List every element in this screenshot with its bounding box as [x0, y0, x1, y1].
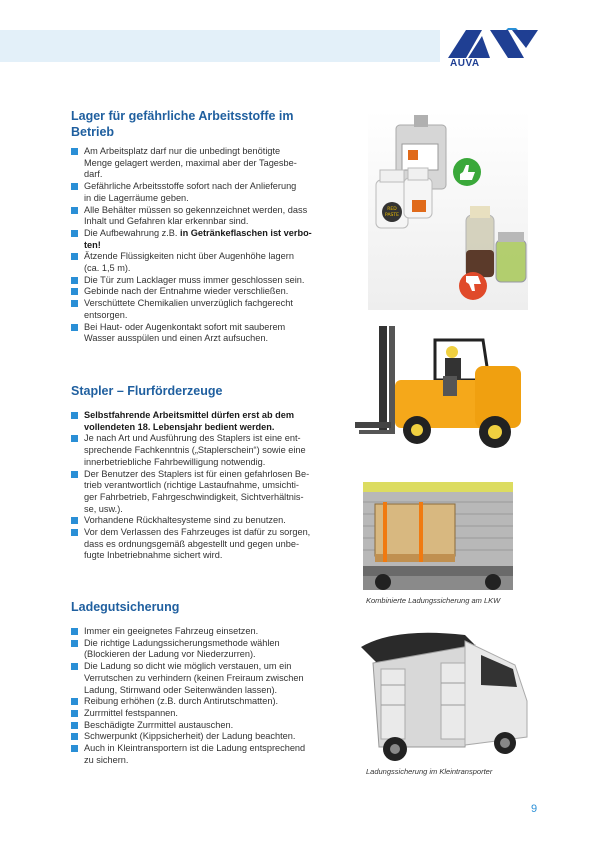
list-item: Die Aufbewahrung z.B. in Getränkeflaschen ist verbo- ten! [71, 228, 341, 251]
list-item: Immer ein geeignetes Fahrzeug einsetzen. [71, 626, 346, 638]
van-image [355, 625, 533, 765]
chemical-label-red: RED [387, 207, 397, 212]
list-item: Reibung erhöhen (z.B. durch Antirutschmatten). [71, 696, 346, 708]
logo-text: AUVA [450, 58, 480, 69]
forklift-image [355, 318, 530, 453]
list-item: Verschüttete Chemikalien unverzüglich fachgerecht entsorgen. [71, 298, 341, 321]
section-title-cargo: Ladegutsicherung [71, 600, 180, 614]
list-item: Schwerpunkt (Kippsicherheit) der Ladung beachten. [71, 731, 346, 743]
caption-truck: Kombinierte Ladungssicherung am LKW [366, 596, 501, 605]
chemical-label-paste: PASTE [385, 213, 399, 218]
storage-list [71, 146, 341, 345]
truck-cargo-image [363, 482, 513, 590]
list-item: Zurrmittel festspannen. [71, 708, 346, 720]
list-item: Vorhandene Rückhaltesysteme sind zu benutzen. [71, 515, 341, 527]
list-item: Vor dem Verlassen des Fahrzeuges ist dafür zu sorgen, dass es ordnungsgemäß abgestellt und gegen unbe- fugte Inbetriebnahme sichert wird. [71, 527, 341, 562]
list-item: Am Arbeitsplatz darf nur die unbedingt benötigte Menge gelagert werden, maximal aber der Tagesbe- darf. [71, 146, 341, 181]
list-item: Die Ladung so dicht wie möglich verstauen, um ein Verrutschen zu verhindern (keinen Freiraum zwischen Ladung, Stirnwand oder Seitenwänden lassen). [71, 661, 346, 696]
list-item: Beschädigte Zurrmittel austauschen. [71, 720, 346, 732]
list-item: Auch in Kleintransportern ist die Ladung entsprechend zu sichern. [71, 743, 346, 766]
list-item: Je nach Art und Ausführung des Staplers ist eine ent- sprechende Fachkenntnis („Staplerschein“) sowie eine innerbetriebliche Fahrbewilligung notwendig. [71, 433, 341, 468]
chemicals-image [368, 110, 528, 310]
page-number: 9 [531, 803, 538, 815]
section-title-forklift: Stapler – Flurförderzeuge [71, 384, 223, 398]
list-item: Gefährliche Arbeitsstoffe sofort nach der Anlieferung in die Lagerräume geben. [71, 181, 341, 204]
header-band [0, 30, 440, 62]
list-item: Die Tür zum Lacklager muss immer geschlossen sein. [71, 275, 341, 287]
list-item: Selbstfahrende Arbeitsmittel dürfen erst ab dem vollendeten 18. Lebensjahr bedient werden. [71, 410, 341, 433]
list-item: Der Benutzer des Staplers ist für einen gefahrlosen Be- trieb verantwortlich (richtige Lastaufnahme, umsichti- ger Fahrbetrieb, Fahrgeschwindigkeit, Sichtverhältnis- se, usw.). [71, 469, 341, 516]
list-item: Bei Haut- oder Augenkontakt sofort mit sauberem Wasser ausspülen und einen Arzt aufsuchen. [71, 322, 341, 345]
caption-van: Ladungssicherung im Kleintransporter [366, 767, 493, 776]
list-item: Gebinde nach der Entnahme wieder verschließen. [71, 286, 341, 298]
list-item: Alle Behälter müssen so gekennzeichnet werden, dass Inhalt und Gefahren klar erkennbar sind. [71, 205, 341, 228]
forklift-list [71, 410, 341, 562]
list-item: Ätzende Flüssigkeiten nicht über Augenhöhe lagern (ca. 1,5 m). [71, 251, 341, 274]
section-title-storage: Lager für gefährliche Arbeitsstoffe im Betrieb [71, 109, 294, 139]
list-item: Die richtige Ladungssicherungsmethode wählen (Blockieren der Ladung vor Niederzurren). [71, 638, 346, 661]
cargo-list [71, 626, 346, 766]
